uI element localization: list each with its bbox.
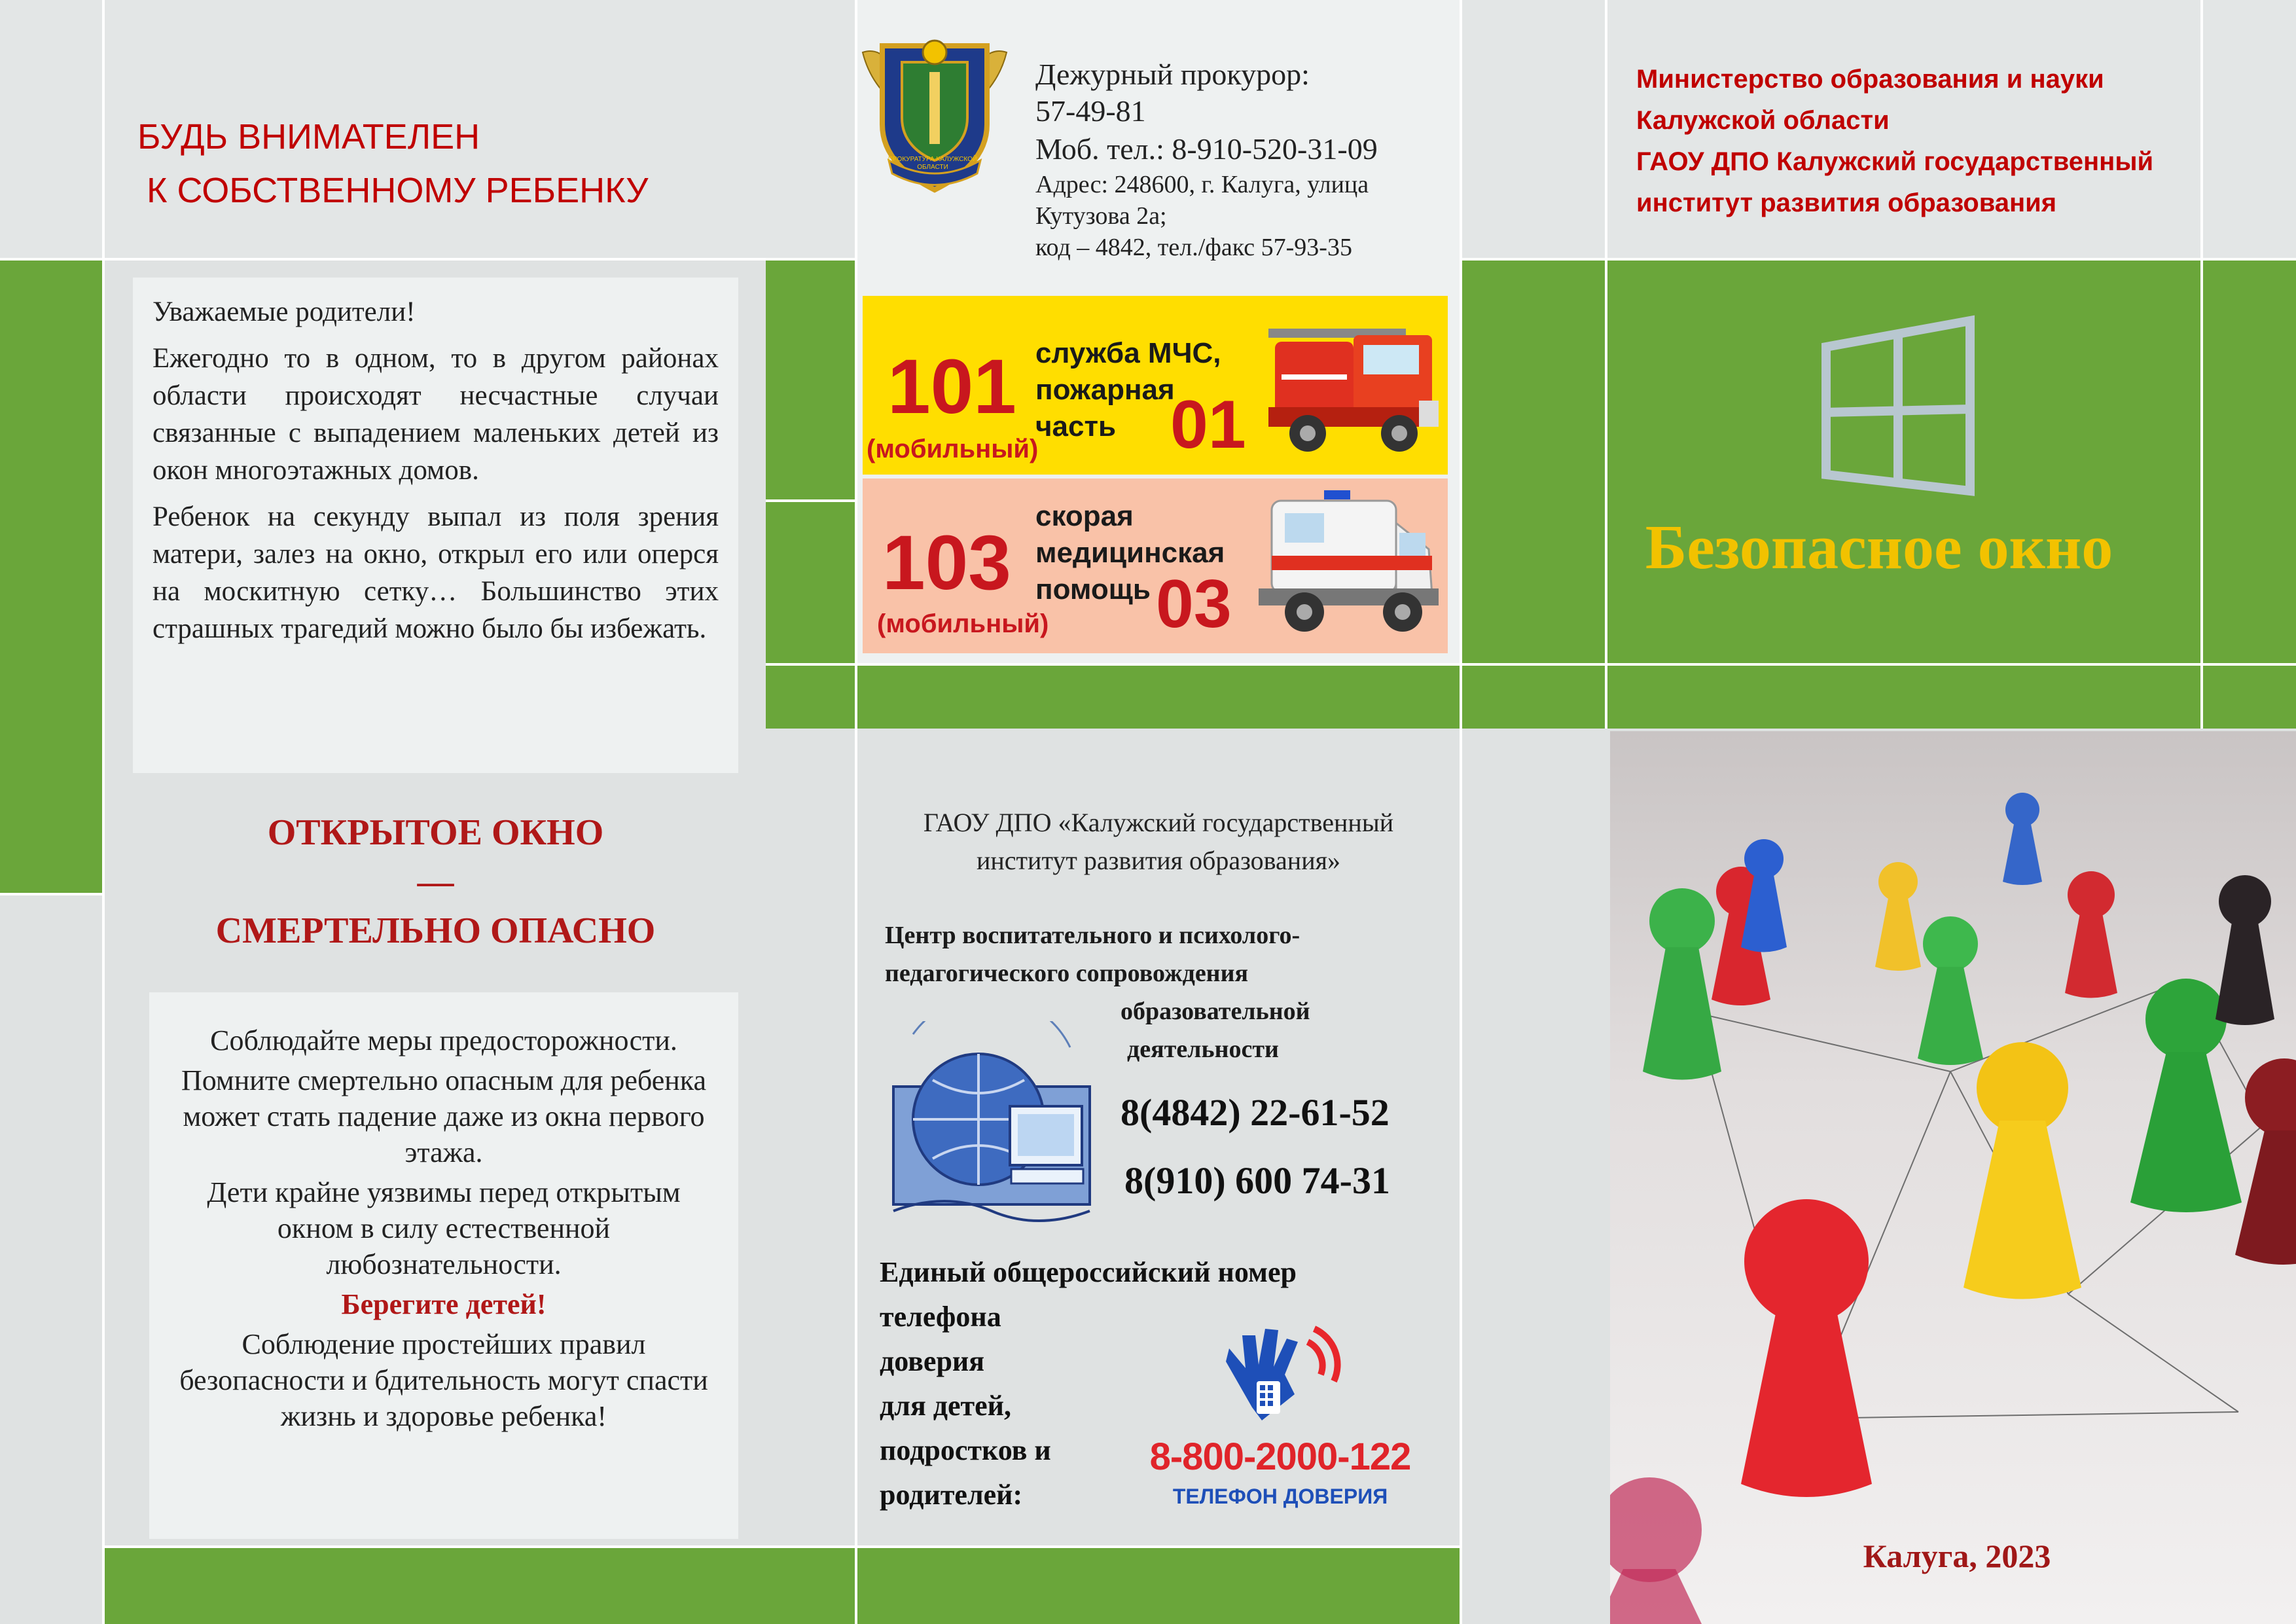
ambulance-banner xyxy=(863,478,1448,653)
fire-mobile-number: 101 xyxy=(888,344,1016,430)
prosecutor-phone: 57-49-81 xyxy=(1035,94,1146,128)
ambulance-mobile-number: 103 xyxy=(882,520,1011,606)
fire-truck-icon xyxy=(1255,309,1445,466)
hotline-line1: Единый общероссийский номер xyxy=(880,1256,1297,1288)
piece-green-center xyxy=(1918,916,1983,1065)
institute-line1: ГАОУ ДПО «Калужский государственный xyxy=(923,808,1394,837)
hotline-line4: для детей, xyxy=(880,1390,1012,1422)
piece-yellow-back xyxy=(1875,862,1921,971)
ambulance-service-line1: скорая xyxy=(1035,500,1134,532)
hotline-label: ТЕЛЕФОН ДОВЕРИЯ xyxy=(1172,1485,1388,1508)
fire-service-line3: часть xyxy=(1035,410,1117,442)
ambulance-mobile-label: (мобильный) xyxy=(877,609,1049,638)
piece-red-back xyxy=(2065,871,2117,998)
ambulance-service-line2: медицинская xyxy=(1035,537,1225,569)
fire-service-line1: служба МЧС, xyxy=(1035,337,1221,369)
footer-city-year: Калуга, 2023 xyxy=(1863,1538,2051,1574)
grid-line xyxy=(766,663,2296,666)
center-line2: педагогического сопровождения xyxy=(885,960,1249,987)
brochure-title: Безопасное окно xyxy=(1645,512,2113,582)
center-phone-1: 8(4842) 22-61-52 xyxy=(1121,1091,1390,1134)
ministry-line4: институт развития образования xyxy=(1636,189,2057,217)
greeting: Уважаемые родители! xyxy=(152,297,416,327)
institute-name xyxy=(857,804,1460,880)
left-header-line1: БУДЬ ВНИМАТЕЛЕН xyxy=(137,117,480,156)
center-line4: деятельности xyxy=(1127,1036,1279,1063)
network-pieces-illustration xyxy=(1610,731,2296,1624)
grid-line xyxy=(766,499,857,502)
tip-1: Соблюдайте меры предосторожности. xyxy=(210,1024,677,1056)
hotline-line2: телефона xyxy=(880,1301,1001,1333)
intro-paragraph: Ежегодно то в одном, то в другом районах области происходят несчастные случаи связанные с выпадением маленьких детей из окон многоэтажных домов. xyxy=(152,343,719,486)
center-line3: образовательной xyxy=(1121,998,1310,1025)
left-green-strip xyxy=(0,261,102,893)
prosecutor-title: Дежурный прокурор: xyxy=(1035,58,1310,91)
institute-logo-icon xyxy=(887,1021,1096,1224)
prosecutor-address3: код – 4842, тел./факс 57-93-35 xyxy=(1035,234,1352,261)
piece-blue-back xyxy=(2003,793,2042,885)
ministry-line3: ГАОУ ДПО Калужский государственный xyxy=(1636,147,2154,176)
prosecutor-contacts xyxy=(1035,56,1454,263)
ministry-line1: Министерство образования и науки xyxy=(1636,65,2104,94)
left-header-line2: К СОБСТВЕННОМУ РЕБЕНКУ xyxy=(147,171,649,210)
institute-line2: институт развития образования» xyxy=(976,846,1340,875)
tips-final: Соблюдение простейших правил безопасности и бдительность могут спасти жизнь и здоровье ребенка! xyxy=(179,1328,708,1432)
window-icon xyxy=(1820,314,1977,497)
warning-line1: ОТКРЫТОЕ ОКНО xyxy=(267,812,604,853)
warning-line2: СМЕРТЕЛЬНО ОПАСНО xyxy=(215,911,656,951)
piece-red-large xyxy=(1741,1199,1872,1497)
ambulance-service-line3: помощь xyxy=(1035,573,1151,605)
prosecutor-address1: Адрес: 248600, г. Калуга, улица xyxy=(1035,171,1369,198)
fire-service-line2: пожарная xyxy=(1035,374,1175,406)
left-header xyxy=(137,110,726,217)
tip-3: Дети крайне уязвимы перед открытым окном в силу естественной любознательности. xyxy=(207,1176,681,1280)
hotline-line3: доверия xyxy=(880,1345,985,1377)
warning-block xyxy=(133,806,738,957)
tragedy-paragraph: Ребенок на секунду выпал из поля зрения матери, залез на окно, открыл его или оперся на москитную сетку… Большинство этих страшных трагедий можно было бы избежать. xyxy=(152,501,719,644)
grid-line xyxy=(0,893,102,895)
piece-green-left xyxy=(1643,888,1721,1080)
grid-line xyxy=(102,1545,1460,1548)
prosecutor-emblem-text: ПРОКУРАТУРА КАЛУЖСКОЙ ОБЛАСТИ xyxy=(888,156,978,171)
piece-blurred-foreground xyxy=(1610,1477,1702,1624)
ministry-line2: Калужской области xyxy=(1636,106,1890,135)
tips-card xyxy=(149,992,738,1539)
center-phone-2: 8(910) 600 74-31 xyxy=(1124,1159,1390,1202)
prosecutor-mobile: Моб. тел.: 8-910-520-31-09 xyxy=(1035,132,1378,166)
ministry-header xyxy=(1636,59,2225,224)
fire-mobile-label: (мобильный) xyxy=(867,435,1039,463)
center-line1: Центр воспитательного и психолого- xyxy=(885,922,1300,949)
hotline-number: 8-800-2000-122 xyxy=(1149,1435,1411,1478)
hotline-line5: подростков и xyxy=(880,1434,1051,1466)
ambulance-number: 03 xyxy=(1156,566,1232,642)
hotline-hand-icon xyxy=(1216,1322,1347,1427)
warning-dash: — xyxy=(417,861,454,902)
tips-emphasis: Берегите детей! xyxy=(341,1288,547,1320)
piece-yellow xyxy=(1964,1042,2081,1299)
piece-black xyxy=(2215,875,2274,1025)
prosecutor-address2: Кутузова 2а; xyxy=(1035,202,1167,230)
tip-2: Помните смертельно опасным для ребенка может стать падение даже из окна первого этажа. xyxy=(181,1064,707,1168)
grid-line xyxy=(102,0,105,1624)
fire-banner xyxy=(863,296,1448,475)
grid-line xyxy=(1605,0,1607,729)
intro-card xyxy=(133,278,738,773)
game-pieces-photo xyxy=(1610,731,2296,1624)
ambulance-icon xyxy=(1246,484,1442,647)
piece-darkred-right xyxy=(2235,1058,2296,1265)
bottom-green-band xyxy=(102,1548,1460,1624)
center-phones xyxy=(1121,1079,1448,1215)
hotline-line6: родителей: xyxy=(880,1479,1023,1511)
fire-number: 01 xyxy=(1170,387,1246,463)
